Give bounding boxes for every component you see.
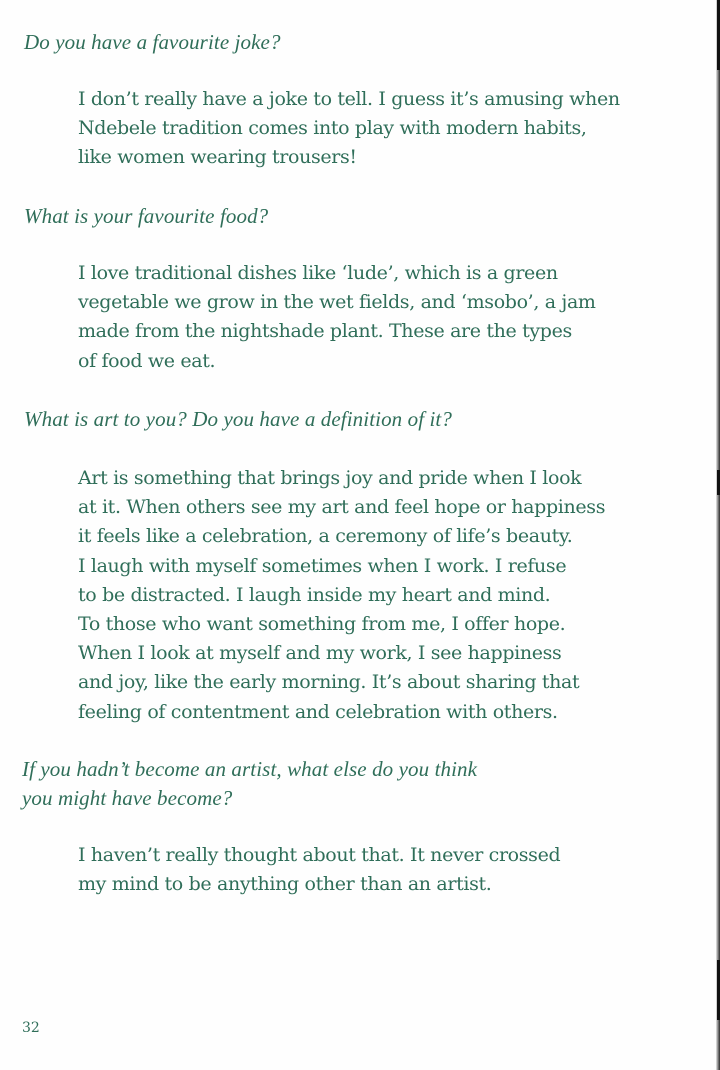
- answer-art-definition: Art is something that brings joy and pride when I look at it. When others see my art and feel hope or happiness it feels like a celebration, a ceremony of life’s beauty. I laugh with myself sometimes when I work. I refuse to be distracted. I laugh inside my heart and mind. To those who want something from me, I offer hope. When I look at myself and my work, I see happiness and joy, like the early morning. It’s about sharing that feeling of contentment and celebration with others.: [78, 467, 606, 723]
- question-favourite-food: What is your favourite food?: [24, 204, 269, 228]
- question-other-career: If you hadn’t become an artist, what else do you think you might have become?: [22, 757, 478, 810]
- answer-favourite-joke: I don’t really have a joke to tell. I guess it’s amusing when Ndebele tradition comes into play with modern habits, like women wearing trousers!: [78, 88, 620, 169]
- page-number: 32: [22, 1020, 40, 1036]
- answer-other-career: I haven’t really thought about that. It never crossed my mind to be anything other than an artist.: [78, 844, 561, 896]
- answer-favourite-food: I love traditional dishes like ‘lude’, which is a green vegetable we grow in the wet fields, and ‘msobo’, a jam made from the nightshade plant. These are the types of food we eat.: [78, 262, 596, 372]
- page-edge-shadow: [716, 0, 720, 1070]
- question-favourite-joke: Do you have a favourite joke?: [24, 30, 281, 54]
- question-art-definition: What is art to you? Do you have a definition of it?: [24, 407, 452, 431]
